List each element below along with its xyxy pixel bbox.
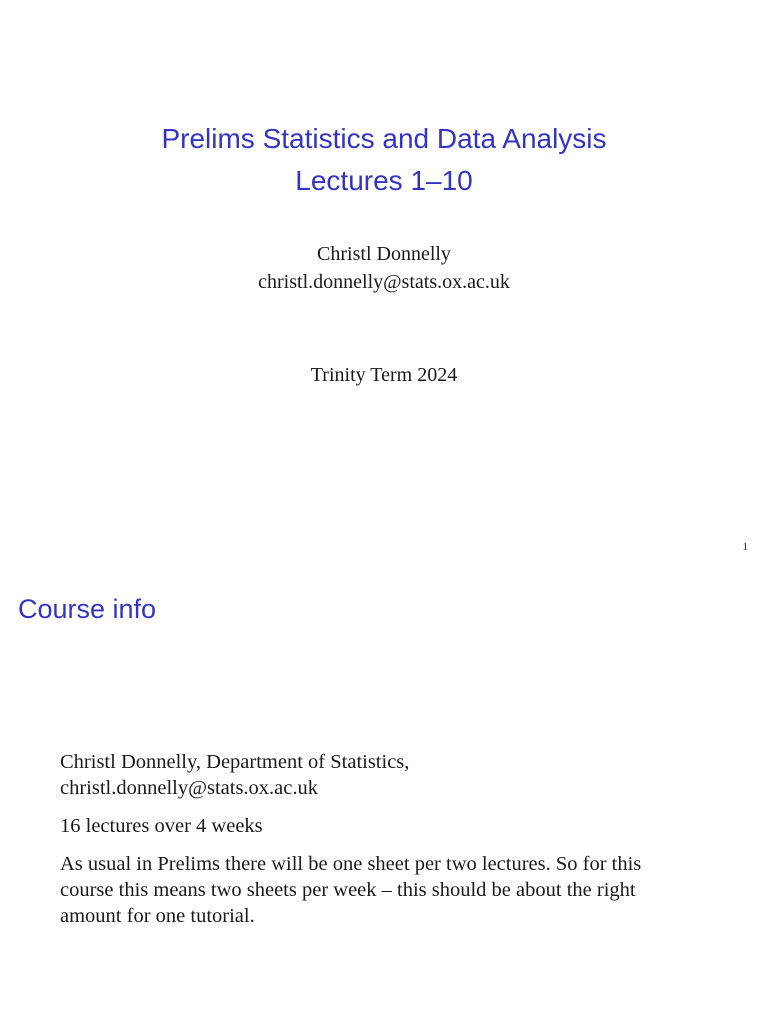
title-line-2: Lectures 1–10	[295, 165, 473, 196]
slide-title	[0, 118, 768, 202]
sheets-line-2: course this means two sheets per week – this should be about the right	[60, 879, 636, 901]
course-info-slide	[0, 560, 768, 1024]
lectures-paragraph	[60, 813, 730, 839]
author-email: christl.donnelly@stats.ox.ac.uk	[258, 271, 510, 293]
sheets-line-1: As usual in Prelims there will be one sheet per two lectures. So for this	[60, 853, 642, 875]
slide-body	[60, 749, 730, 929]
author-block	[0, 240, 768, 296]
sheets-paragraph	[60, 851, 730, 929]
author-name: Christl Donnelly	[317, 243, 451, 265]
contact-paragraph	[60, 749, 730, 801]
contact-line-1: Christl Donnelly, Department of Statistics,	[60, 751, 410, 773]
contact-email: christl.donnelly@stats.ox.ac.uk	[60, 777, 319, 799]
term-label: Trinity Term 2024	[310, 364, 458, 386]
page-number: 1	[742, 541, 748, 553]
sheets-line-3: amount for one tutorial.	[60, 905, 255, 927]
slide-heading: Course info	[18, 594, 157, 624]
title-line-1: Prelims Statistics and Data Analysis	[161, 123, 607, 154]
lectures-text: 16 lectures over 4 weeks	[60, 815, 263, 837]
